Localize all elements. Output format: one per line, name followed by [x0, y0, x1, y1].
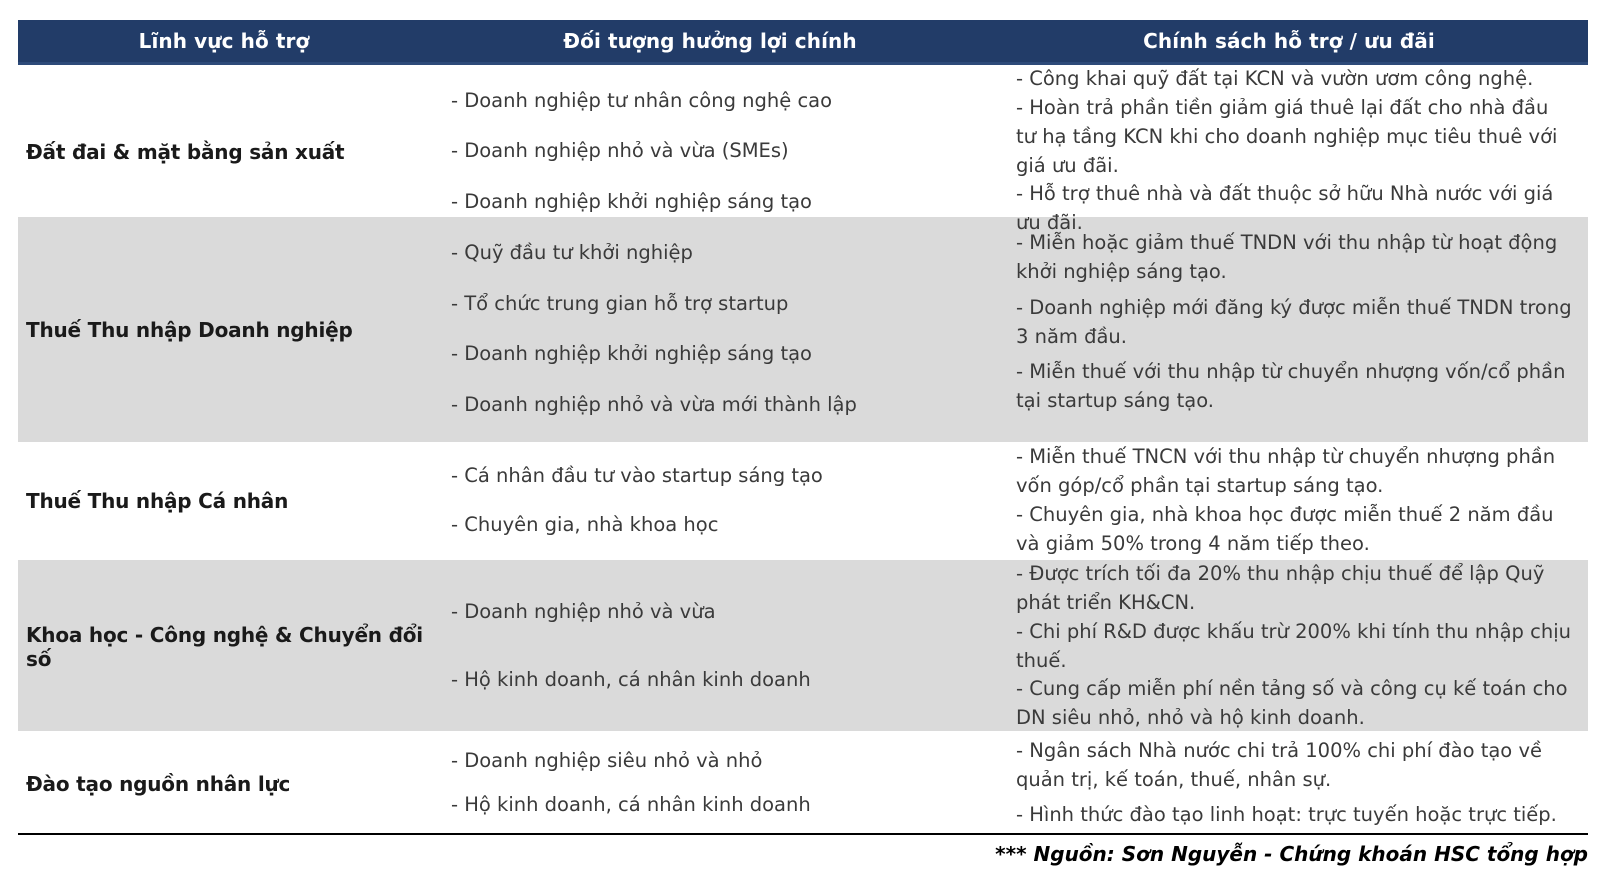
- beneficiary-item: - Doanh nghiệp khởi nghiệp sáng tạo: [451, 189, 812, 213]
- beneficiary-item: - Doanh nghiệp siêu nhỏ và nhỏ: [451, 748, 763, 772]
- beneficiary-item: - Quỹ đầu tư khởi nghiệp: [451, 240, 693, 264]
- policy-item: - Miễn hoặc giảm thuế TNDN với thu nhập từ hoạt động khởi nghiệp sáng tạo.: [1016, 231, 1558, 283]
- policy-item: - Hoàn trả phần tiền giảm giá thuê lại đất cho nhà đầu tư hạ tầng KCN khi cho doanh nghiệp mục tiêu thuê với giá ưu đãi.: [1016, 95, 1558, 177]
- policies-cell: [990, 217, 1588, 442]
- policy-item: - Chi phí R&D được khấu trừ 200% khi tính thu nhập chịu thuế.: [1016, 619, 1571, 672]
- table-row: [18, 65, 1588, 235]
- policy-item: - Ngân sách Nhà nước chi trả 100% chi phí đào tạo về quản trị, kế toán, thuế, nhân sự.: [1016, 739, 1542, 791]
- beneficiary-item: - Cá nhân đầu tư vào startup sáng tạo: [451, 464, 823, 488]
- field-label: Đất đai & mặt bằng sản xuất: [26, 139, 345, 164]
- policies-cell: [990, 65, 1588, 238]
- field-label: Khoa học - Công nghệ & Chuyển đổi số: [26, 622, 423, 671]
- support-policy-table: [18, 20, 1588, 836]
- policies-cell: [990, 731, 1588, 836]
- beneficiaries-cell: [430, 560, 990, 733]
- policy-item: - Cung cấp miễn phí nền tảng số và công cụ kế toán cho DN siêu nhỏ, nhỏ và hộ kinh doanh.: [1016, 677, 1568, 730]
- beneficiaries-cell: [430, 217, 990, 442]
- header-beneficiaries-column: Đối tượng hưởng lợi chính: [563, 29, 857, 53]
- policy-item: - Hỗ trợ thuê nhà và đất thuộc sở hữu Nhà nước với giá ưu đãi.: [1016, 182, 1554, 235]
- header-policies-column: Chính sách hỗ trợ / ưu đãi: [1143, 29, 1435, 53]
- table-row: [18, 731, 1588, 836]
- source-note: *** Nguồn: Sơn Nguyễn - Chứng khoán HSC tổng hợp: [995, 842, 1588, 866]
- beneficiary-item: - Doanh nghiệp khởi nghiệp sáng tạo: [451, 342, 812, 366]
- beneficiaries-cell: [430, 442, 990, 560]
- table-row: [18, 560, 1588, 731]
- field-label: Đào tạo nguồn nhân lực: [26, 771, 291, 796]
- policies-cell: [990, 442, 1588, 560]
- policy-item: - Doanh nghiệp mới đăng ký được miễn thuế TNDN trong 3 năm đầu.: [1016, 295, 1572, 348]
- beneficiary-item: - Doanh nghiệp nhỏ và vừa mới thành lập: [451, 393, 857, 417]
- policy-item: - Hình thức đào tạo linh hoạt: trực tuyến hoặc trực tiếp.: [1016, 803, 1557, 826]
- policy-item: - Công khai quỹ đất tại KCN và vườn ươm công nghệ.: [1016, 67, 1534, 90]
- policy-item: - Chuyên gia, nhà khoa học được miễn thuế 2 năm đầu và giảm 50% trong 4 năm tiếp theo.: [1016, 503, 1554, 556]
- footer-divider: [18, 833, 1588, 866]
- beneficiaries-cell: [430, 65, 990, 238]
- beneficiary-item: - Hộ kinh doanh, cá nhân kinh doanh: [451, 667, 811, 691]
- policy-item: - Miễn thuế TNCN với thu nhập từ chuyển nhượng phần vốn góp/cổ phần tại startup sáng tạo.: [1016, 444, 1556, 497]
- beneficiary-item: - Doanh nghiệp tư nhân công nghệ cao: [451, 88, 833, 112]
- beneficiary-item: - Doanh nghiệp nhỏ và vừa: [451, 600, 716, 624]
- beneficiary-item: - Doanh nghiệp nhỏ và vừa (SMEs): [451, 139, 789, 163]
- table-row: [18, 217, 1588, 442]
- header-field-column: Lĩnh vực hỗ trợ: [138, 29, 310, 53]
- policies-cell: [990, 560, 1588, 733]
- beneficiary-item: - Hộ kinh doanh, cá nhân kinh doanh: [451, 793, 811, 817]
- beneficiary-item: - Chuyên gia, nhà khoa học: [451, 513, 719, 537]
- beneficiaries-cell: [430, 731, 990, 836]
- policy-item: - Được trích tối đa 20% thu nhập chịu thuế để lập Quỹ phát triển KH&CN.: [1016, 562, 1545, 614]
- field-label: Thuế Thu nhập Cá nhân: [26, 489, 289, 513]
- table-header-row: [18, 20, 1588, 65]
- field-label: Thuế Thu nhập Doanh nghiệp: [26, 317, 353, 342]
- table-row: [18, 442, 1588, 560]
- beneficiary-item: - Tổ chức trung gian hỗ trợ startup: [451, 291, 789, 315]
- policy-item: - Miễn thuế với thu nhập từ chuyển nhượng vốn/cổ phần tại startup sáng tạo.: [1016, 360, 1566, 413]
